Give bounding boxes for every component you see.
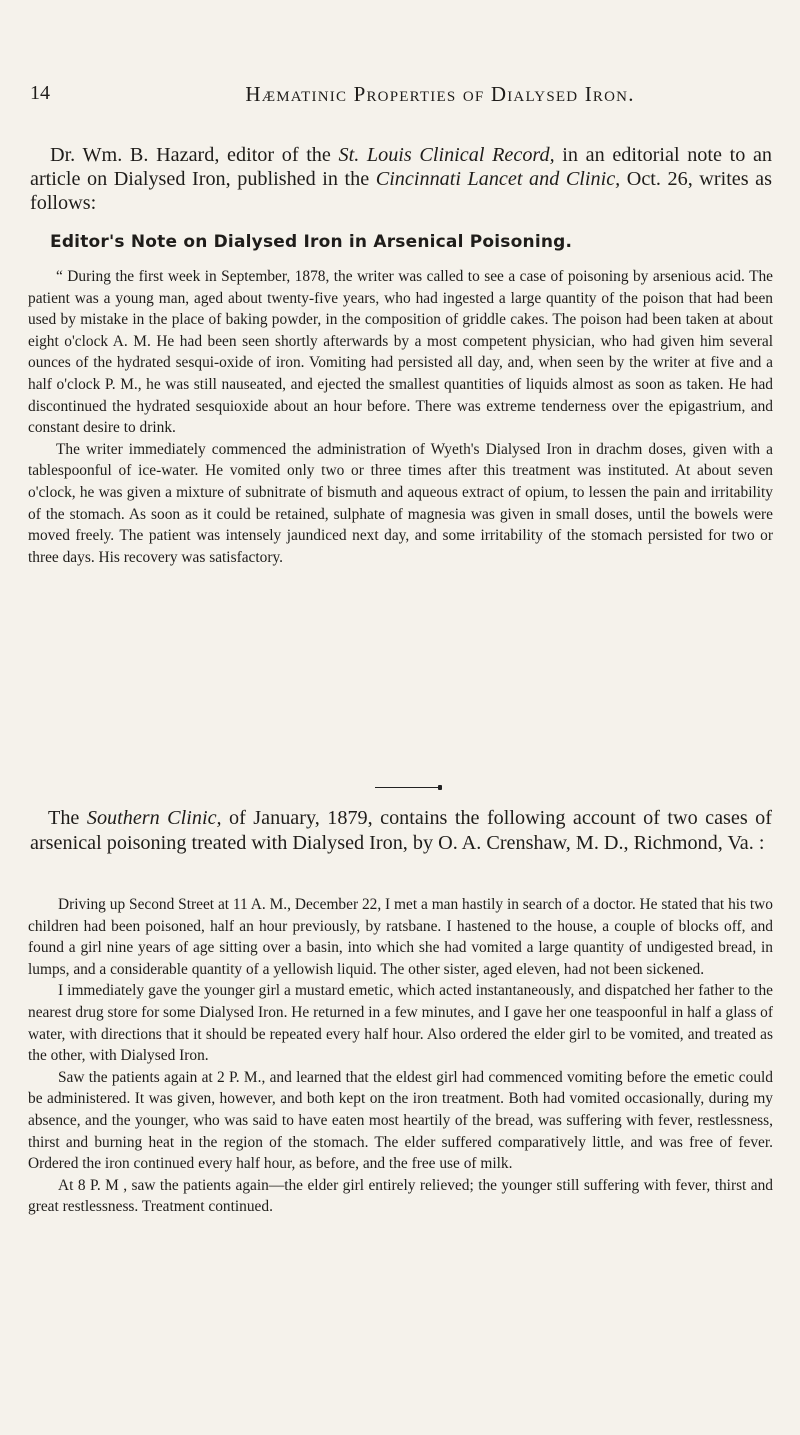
case-report-paragraph: Driving up Second Street at 11 A. M., December 22, I met a man hastily in search of a doctor. He stated that his two children had been poisoned, half an hour previously, by ratsbane. I hastened to the house, a couple of blocks off, and found a girl nine years of age sitting over a basin, into which she had vomited a large quantity of undigested bread, in lumps, and a considerable quantity of a yellowish liquid. The other sister, aged eleven, had not been sickened. [28,896,773,978]
running-head [0,82,800,112]
section-intro-text-1: The [48,807,87,829]
journal-name-southern-clinic: Southern Clinic, [86,807,222,829]
case-report-body [28,894,773,1218]
journal-name-st-louis: St. Louis Clinical Record, [338,144,555,166]
running-title: Hæmatinic Properties of Dialysed Iron. [245,82,635,106]
journal-name-cincinnati: Cincinnati Lancet and Clinic, [375,168,621,190]
intro-text-2: in an editorial note to an article on Dialysed Iron, published in the [30,144,772,190]
section-intro-text-2: of January, 1879, contains the following account of two cases of arsenical poisoning treated with Dialysed Iron, by O. A. Crenshaw, M. D., Richmond, Va. : [30,807,772,854]
intro-text-3: Oct. 26, writes as follows: [30,168,772,214]
case-report-paragraph: I immediately gave the younger girl a mustard emetic, which acted instantaneously, and dispatched her father to the nearest drug store for some Dialysed Iron. He returned in a few minutes, and I gave her one teaspoonful in half a glass of water, with directions that it should be repeated every half hour. Also ordered the elder girl to be vomited, and treated as the other, with Dialysed Iron. [28,982,773,1065]
page-number: 14 [30,82,50,104]
section-divider [375,787,439,788]
editor-note-paragraph: The writer immediately commenced the administration of Wyeth's Dialysed Iron in drachm doses, given with a tablespoonful of ice-water. He vomited only two or three times after this treatment was instituted. At about seven o'clock, he was given a mixture of subnitrate of bismuth and aqueous extract of opium, to lessen the pain and irritability of the stomach. As soon as it could be retained, sulphate of magnesia was given in small doses, until the bowels were moved freely. The patient was intensely jaundiced next day, and some irritability of the stomach persisted for two or three days. His recovery was satisfactory. [28,440,773,566]
intro-text-1: Dr. Wm. B. Hazard, editor of the [50,144,339,166]
case-report-paragraph: At 8 P. M , saw the patients again—the elder girl entirely relieved; the younger still suffering with fever, thirst and great restlessness. Treatment continued. [28,1176,773,1216]
intro-paragraph [30,143,772,215]
editor-note-heading: Editor's Note on Dialysed Iron in Arsenical Poisoning. [50,232,573,252]
case-report-paragraph: Saw the patients again at 2 P. M., and learned that the eldest girl had commenced vomiting before the emetic could be administered. It was given, however, and both kept on the iron treatment. Both had vomited occasionally, during my absence, and the younger, who was said to have eaten most heartily of the bread, was suffering with fever, restlessness, thirst and burning heat in the region of the stomach. The elder suffered comparatively little, and was free of fever. Ordered the iron continued every half hour, as before, and the free use of milk. [28,1068,773,1173]
editor-note-body [28,266,773,568]
editor-note-paragraph: “ During the first week in September, 1878, the writer was called to see a case of poisoning by arsenious acid. The patient was a young man, aged about twenty-five years, who had ingested a large quantity of the poison that had been used by mistake in the place of baking powder, in the composition of griddle cakes. The poison had been taken at about eight o'clock A. M. He had been seen shortly afterwards by a most competent physician, who had given him several ounces of the hydrated sesqui-oxide of iron. Vomiting had persisted all day, and, when seen by the writer at five and a half o'clock P. M., he was still nauseated, and ejected the smallest quantities of liquids almost as soon as taken. He had discontinued the hydrated sesquioxide about an hour before. There was extreme tenderness over the epigastrium, and constant desire to drink. [28,268,773,437]
section-intro-paragraph [30,806,772,856]
